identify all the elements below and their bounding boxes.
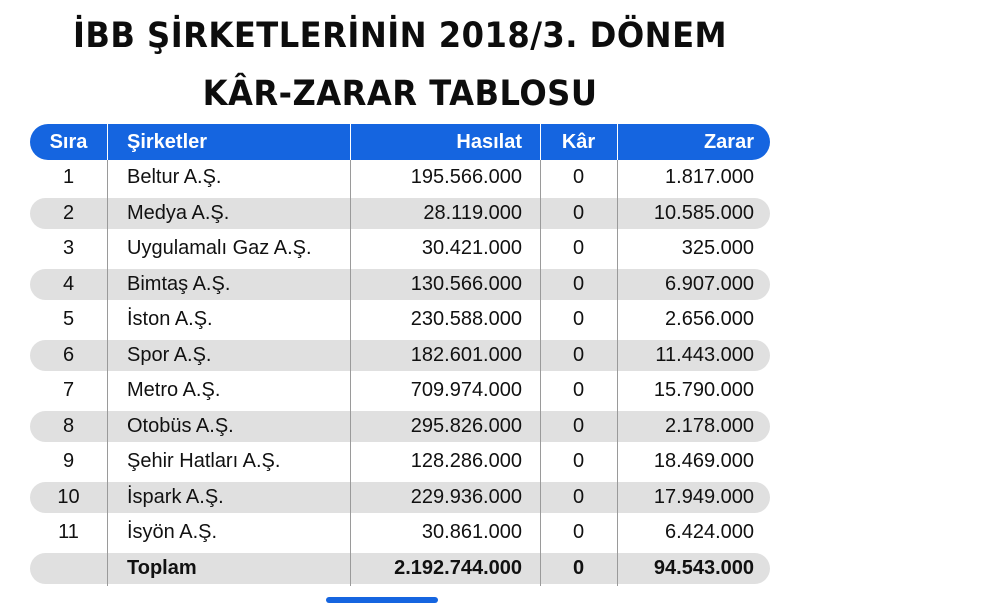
header-zarar: Zarar (703, 130, 754, 153)
header-hasilat: Hasılat (456, 130, 522, 153)
cell-kar: 0 (572, 272, 585, 295)
cell-zarar: 6.424.000 (665, 521, 754, 544)
cell-kar: 0 (572, 379, 585, 402)
cell-hasilat: 182.601.000 (410, 343, 522, 366)
cell-kar: 0 (572, 521, 585, 544)
cell-kar: 0 (572, 308, 585, 331)
cell-kar: 0 (572, 343, 585, 366)
table-body (30, 160, 770, 586)
cell-hasilat: 30.861.000 (421, 521, 522, 544)
cell-hasilat: 128.286.000 (410, 450, 522, 473)
table-row (30, 302, 770, 338)
cell-zarar: 2.656.000 (665, 308, 754, 331)
cell-hasilat: 230.588.000 (410, 308, 522, 331)
cell-zarar: 2.178.000 (665, 414, 754, 437)
total-zarar: 94.543.000 (653, 556, 754, 579)
column-divider (107, 160, 108, 586)
cell-kar: 0 (572, 414, 585, 437)
header-divider (540, 124, 541, 160)
column-divider (617, 160, 618, 586)
cell-sira: 8 (62, 414, 75, 437)
table-row (30, 338, 770, 374)
cell-sirket: Beltur A.Ş. (127, 166, 222, 189)
cell-hasilat: 709.974.000 (410, 379, 522, 402)
profit-loss-table (30, 124, 770, 586)
table-row (30, 196, 770, 232)
table-row (30, 160, 770, 196)
cell-sirket: Otobüs A.Ş. (127, 414, 234, 437)
table-row (30, 267, 770, 303)
header-divider (617, 124, 618, 160)
cell-sirket: Metro A.Ş. (127, 379, 221, 402)
cell-sira: 3 (62, 237, 75, 260)
header-divider (350, 124, 351, 160)
table-header-row (30, 124, 770, 160)
cell-zarar: 17.949.000 (653, 485, 754, 508)
cell-sirket: Medya A.Ş. (127, 201, 230, 224)
header-sira: Sıra (49, 130, 88, 153)
header-sirketler: Şirketler (127, 130, 208, 153)
cell-sira: 6 (62, 343, 75, 366)
cell-sira: 7 (62, 379, 75, 402)
table-row (30, 515, 770, 551)
cell-sira: 5 (62, 308, 75, 331)
cell-zarar: 10.585.000 (653, 201, 754, 224)
cell-kar: 0 (572, 201, 585, 224)
cell-sirket: Şehir Hatları A.Ş. (127, 450, 281, 473)
cell-sirket: Spor A.Ş. (127, 343, 212, 366)
cell-sira: 9 (62, 450, 75, 473)
cell-sirket: İsyön A.Ş. (127, 521, 218, 544)
cell-sira (30, 551, 107, 587)
cell-zarar: 11.443.000 (655, 343, 754, 366)
column-divider (540, 160, 541, 586)
cell-hasilat: 195.566.000 (410, 166, 522, 189)
cell-zarar: 15.790.000 (653, 379, 754, 402)
cell-zarar: 1.817.000 (665, 166, 754, 189)
cell-hasilat: 28.119.000 (423, 201, 522, 224)
cell-sira: 11 (58, 521, 79, 544)
column-divider (350, 160, 351, 586)
page-title-line-1: İBB ŞİRKETLERİNİN 2018/3. DÖNEM (72, 16, 728, 56)
header-kar: Kâr (561, 130, 596, 153)
table-row (30, 444, 770, 480)
cell-sirket: İspark A.Ş. (127, 485, 224, 508)
cell-kar: 0 (572, 485, 585, 508)
table-row (30, 373, 770, 409)
cell-kar: 0 (572, 237, 585, 260)
cell-zarar: 6.907.000 (665, 272, 754, 295)
cell-hasilat: 229.936.000 (410, 485, 522, 508)
total-label: Toplam (127, 556, 197, 579)
cell-sirket: İston A.Ş. (127, 308, 213, 331)
cell-zarar: 18.469.000 (653, 450, 754, 473)
cell-sira: 2 (62, 201, 75, 224)
cell-zarar: 325.000 (681, 237, 754, 260)
cell-sirket: Uygulamalı Gaz A.Ş. (127, 237, 312, 260)
table-row (30, 480, 770, 516)
cell-sira: 10 (57, 485, 80, 508)
total-row (30, 551, 770, 587)
table-row (30, 231, 770, 267)
total-kar: 0 (572, 556, 585, 579)
cell-sira: 1 (62, 166, 75, 189)
cell-hasilat: 30.421.000 (421, 237, 522, 260)
cell-kar: 0 (572, 166, 585, 189)
header-divider (107, 124, 108, 160)
table-row (30, 409, 770, 445)
cell-kar: 0 (572, 450, 585, 473)
cell-sira: 4 (62, 272, 75, 295)
cell-hasilat: 295.826.000 (410, 414, 522, 437)
total-hasilat: 2.192.744.000 (394, 556, 522, 579)
cell-hasilat: 130.566.000 (410, 272, 522, 295)
page-title-line-2: KÂR-ZARAR TABLOSU (202, 74, 598, 114)
bottom-accent-bar (326, 597, 438, 603)
cell-sirket: Bimtaş A.Ş. (127, 272, 231, 295)
